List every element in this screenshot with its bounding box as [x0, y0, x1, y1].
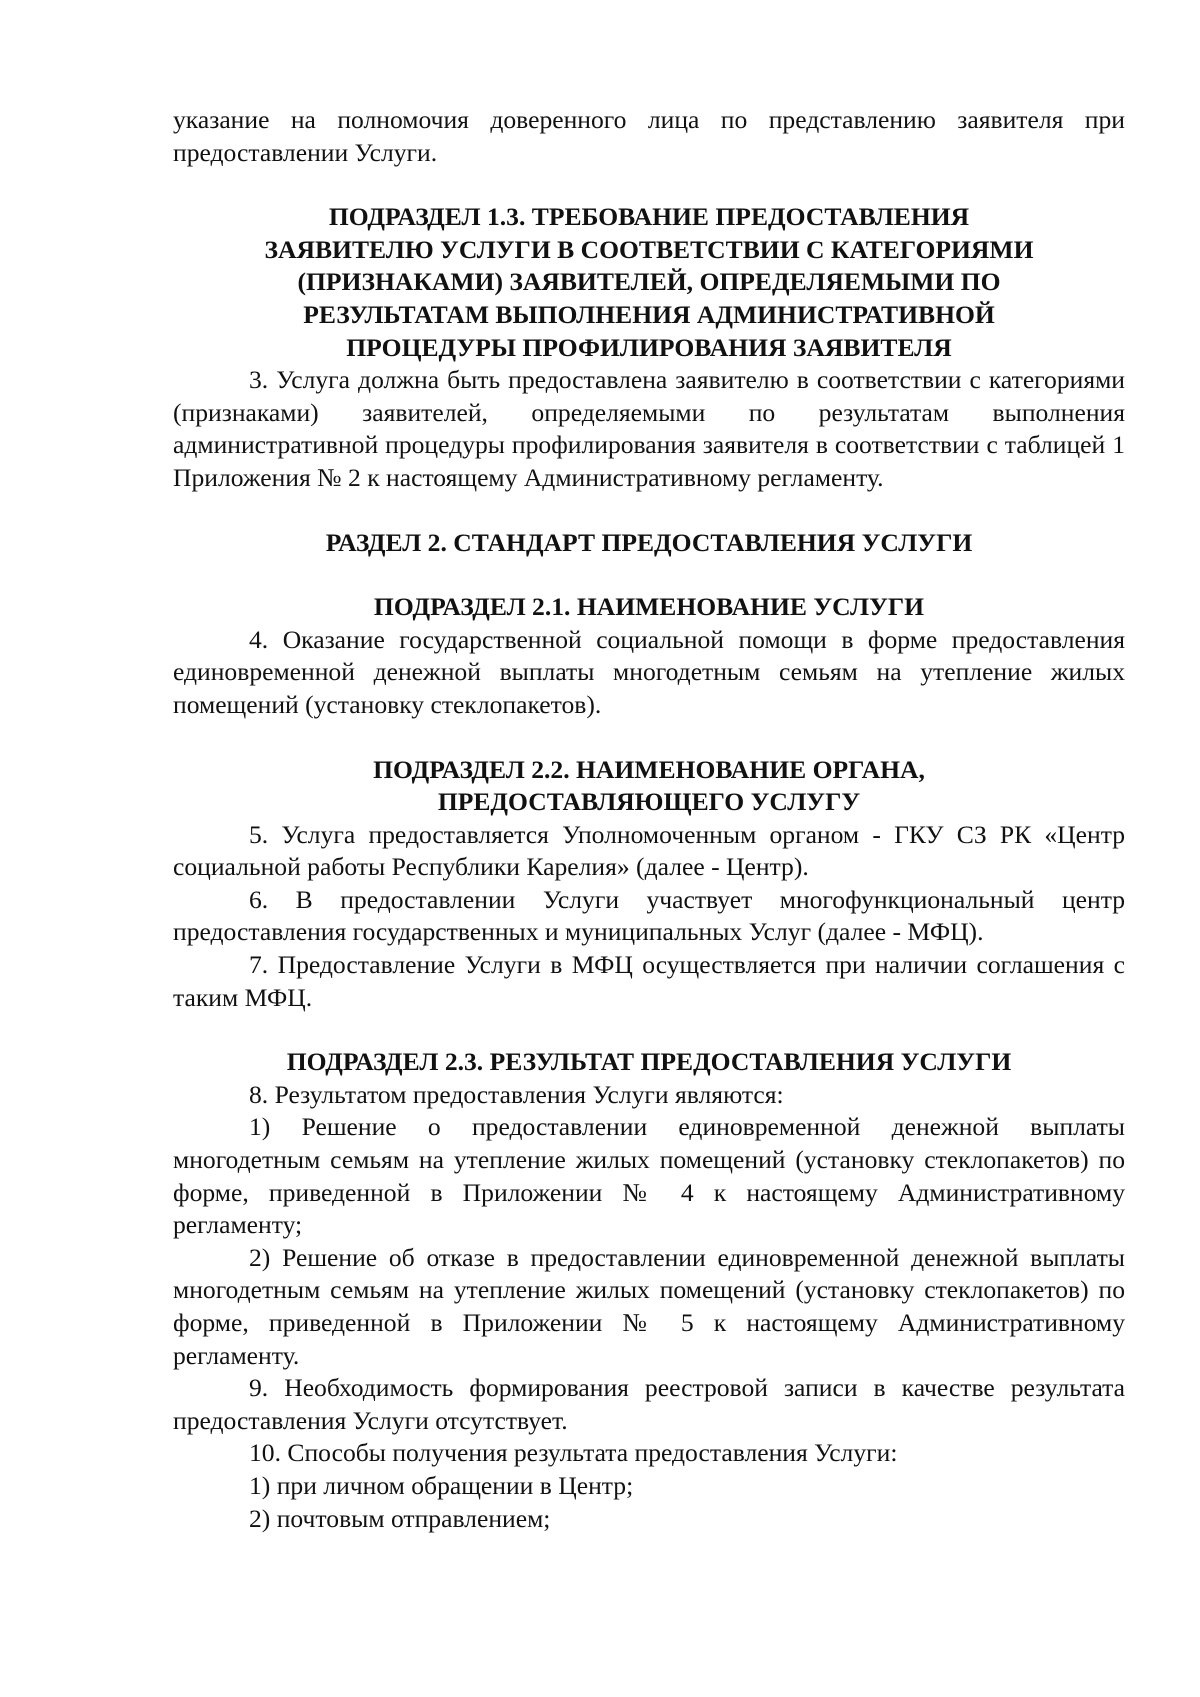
- heading-line: ПОДРАЗДЕЛ 2.2. НАИМЕНОВАНИЕ ОРГАНА,: [373, 754, 925, 784]
- paragraph-8: 8. Результатом предоставления Услуги являются:: [249, 1079, 784, 1109]
- intro-paragraph: указание на полномочия доверенного лица по представлению заявителя при предоставлении Услуги.: [173, 105, 1125, 167]
- heading-line: ПРЕДОСТАВЛЯЮЩЕГО УСЛУГУ: [437, 787, 861, 817]
- heading-line: ПОДРАЗДЕЛ 1.3. ТРЕБОВАНИЕ ПРЕДОСТАВЛЕНИЯ: [328, 202, 970, 232]
- heading-line: ЗАЯВИТЕЛЮ УСЛУГИ В СООТВЕТСТВИИ С КАТЕГОРИЯМИ: [264, 234, 1034, 264]
- document-page: [173, 104, 1125, 1535]
- paragraph-4: 4. Оказание государственной социальной помощи в форме предоставления единовременной денежной выплаты многодетным семьям на утепление жилых помещений (установку стеклопакетов).: [173, 624, 1125, 719]
- paragraph-8-item-1: 1) Решение о предоставлении единовременной денежной выплаты многодетным семьям на утепление жилых помещений (установку стеклопакетов) по форме, приведенной в Приложении № 4 к настоящему Административному регламенту;: [173, 1112, 1125, 1240]
- subsection-2-2-heading: [173, 754, 1125, 819]
- spacer: [173, 722, 1125, 754]
- paragraph-9: 9. Необходимость формирования реестровой записи в качестве результата предоставления Услуги отсутствует.: [173, 1373, 1125, 1435]
- spacer: [173, 495, 1125, 527]
- heading-line: ПРОЦЕДУРЫ ПРОФИЛИРОВАНИЯ ЗАЯВИТЕЛЯ: [346, 332, 952, 362]
- paragraph-5: 5. Услуга предоставляется Уполномоченным органом - ГКУ СЗ РК «Центр социальной работы Республики Карелия» (далее - Центр).: [173, 819, 1125, 882]
- paragraph-8-item-2: 2) Решение об отказе в предоставлении единовременной денежной выплаты многодетным семьям на утепление жилых помещений (установку стеклопакетов) по форме, приведенной в Приложении № 5 к настоящему Административному регламенту.: [173, 1242, 1125, 1370]
- paragraph-6: 6. В предоставлении Услуги участвует многофункциональный центр предоставления государственных и муниципальных Услуг (далее - МФЦ).: [173, 884, 1125, 947]
- subsection-2-3-heading: ПОДРАЗДЕЛ 2.3. РЕЗУЛЬТАТ ПРЕДОСТАВЛЕНИЯ УСЛУГИ: [286, 1047, 1012, 1077]
- spacer: [173, 169, 1125, 201]
- subsection-1-3-heading: [173, 201, 1125, 364]
- paragraph-7: 7. Предоставление Услуги в МФЦ осуществляется при наличии соглашения с таким МФЦ.: [173, 950, 1125, 1012]
- heading-line: (ПРИЗНАКАМИ) ЗАЯВИТЕЛЕЙ, ОПРЕДЕЛЯЕМЫМИ ПО: [297, 267, 1001, 297]
- spacer: [173, 559, 1125, 591]
- paragraph-10-item-2: 2) почтовым отправлением;: [249, 1503, 551, 1533]
- spacer: [173, 1014, 1125, 1046]
- paragraph-10: 10. Способы получения результата предоставления Услуги:: [249, 1438, 898, 1468]
- subsection-2-1-heading: ПОДРАЗДЕЛ 2.1. НАИМЕНОВАНИЕ УСЛУГИ: [373, 592, 925, 622]
- section-2-heading: РАЗДЕЛ 2. СТАНДАРТ ПРЕДОСТАВЛЕНИЯ УСЛУГИ: [325, 527, 973, 557]
- paragraph-10-item-1: 1) при личном обращении в Центр;: [249, 1470, 634, 1500]
- heading-line: РЕЗУЛЬТАТАМ ВЫПОЛНЕНИЯ АДМИНИСТРАТИВНОЙ: [303, 299, 995, 329]
- paragraph-3: 3. Услуга должна быть предоставлена заявителю в соответствии с категориями (признаками) заявителей, определяемыми по результатам выполнения административной процедуры профилирования заявителя в соответствии с таблицей 1 Приложения № 2 к настоящему Административному регламенту.: [173, 365, 1125, 492]
